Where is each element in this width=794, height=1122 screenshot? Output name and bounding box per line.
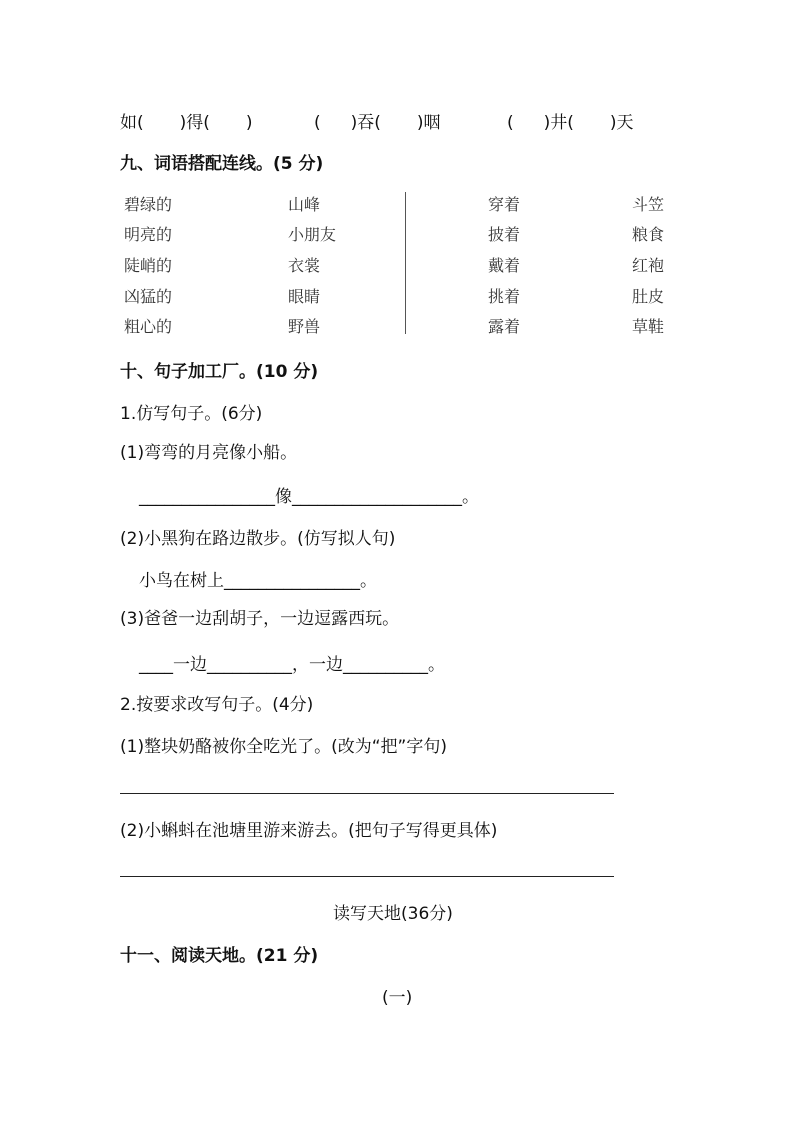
question-text: (3)爸爸一边刮胡子，一边逗露西玩。 [120,609,400,629]
answer-line[interactable] [120,793,614,794]
idiom-item-1 [120,108,253,133]
section9-col3-item: 戴着 [488,256,521,275]
section9-col2-item: 野兽 [288,317,321,336]
section9-col1-item: 碧绿的 [124,195,173,214]
section9-col3-item: 穿着 [488,195,521,214]
section9-col4-item: 斗笠 [632,195,665,214]
question-text: (2)小蝌蚪在池塘里游来游去。(把句子写得更具体) [120,821,498,841]
question-text: (1)整块奶酪被你全吃光了。(改为“把”字句) [120,737,447,757]
answer-line[interactable] [120,876,614,877]
section9-col4-item: 草鞋 [632,317,665,336]
idiom-text: )得( [179,113,210,133]
section9-col4-item: 粮食 [632,225,665,244]
idiom-item-2 [314,108,441,133]
answer-blank-line[interactable]: ________________像____________________。 [139,487,479,507]
idiom-item-3 [507,108,634,133]
section9-col2-item: 小朋友 [288,225,337,244]
answer-blank-line[interactable]: 小鸟在树上________________。 [139,571,377,591]
section9-col2-item: 山峰 [288,195,321,214]
answer-blank-line[interactable]: ____一边__________，一边__________。 [139,655,445,675]
question-text: (2)小黑狗在路边散步。(仿写拟人句) [120,529,396,549]
question-title: 1.仿写句子。(6分) [120,404,263,424]
section9-col2-item: 衣裳 [288,256,321,275]
column-divider [405,192,406,334]
question-title: 2.按要求改写句子。(4分) [120,695,314,715]
section9-col1-item: 凶猛的 [124,287,173,306]
section9-col3-item: 挑着 [488,287,521,306]
section9-col3-item: 露着 [488,317,521,336]
section10-heading: 十、句子加工厂。(10 分) [120,362,319,382]
question-text: (1)弯弯的月亮像小船。 [120,443,298,463]
section9-col3-item: 披着 [488,225,521,244]
idiom-text: )吞( [350,113,381,133]
idiom-text: 如( [120,113,144,133]
section9-col2-item: 眼睛 [288,287,321,306]
section11-heading: 十一、阅读天地。(21 分) [120,946,319,966]
idiom-text: )天 [609,113,634,133]
idiom-text: ( [314,113,321,133]
section9-col4-item: 肚皮 [632,287,665,306]
part-title: 读写天地(36分) [333,904,453,924]
section9-col1-item: 陡峭的 [124,256,173,275]
idiom-text: )咽 [416,113,441,133]
section9-col4-item: 红袍 [632,256,665,275]
section9-heading: 九、词语搭配连线。(5 分) [120,154,324,174]
section9-col1-item: 粗心的 [124,317,173,336]
idiom-text: ) [245,113,253,133]
idiom-text: ( [507,113,514,133]
section9-col1-item: 明亮的 [124,225,173,244]
subsection-label: (一) [382,988,413,1008]
idiom-text: )井( [543,113,574,133]
